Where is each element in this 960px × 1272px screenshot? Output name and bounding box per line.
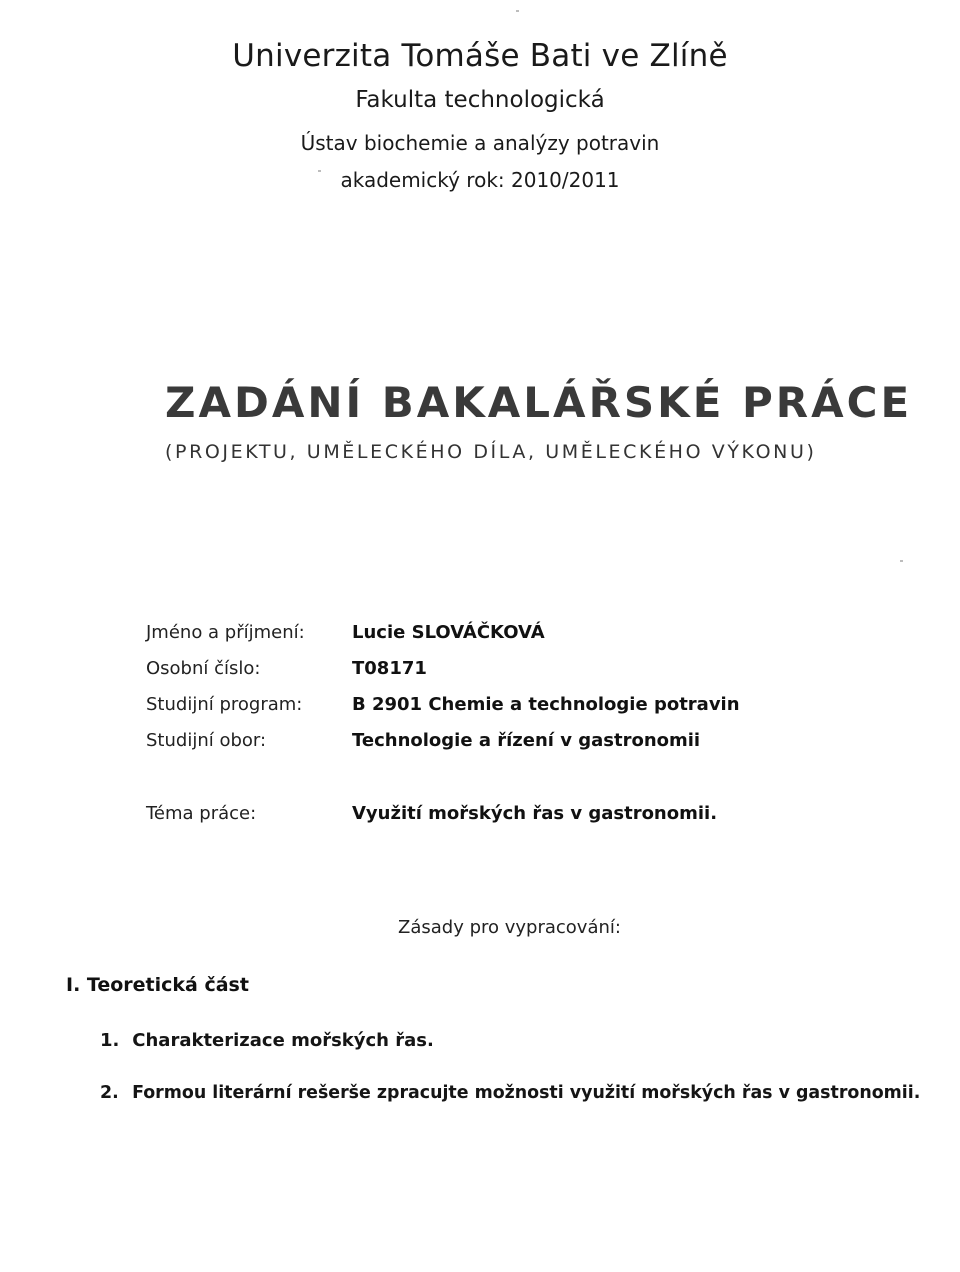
task-number: 1.: [100, 1030, 120, 1051]
document-subtitle: (PROJEKTU, UMĚLECKÉHO DÍLA, UMĚLECKÉHO VÝKONU): [165, 441, 817, 463]
task-number: 2.: [100, 1083, 119, 1103]
name-value: Lucie SLOVÁČKOVÁ: [352, 622, 545, 643]
thesis-topic-label: Téma práce:: [146, 803, 257, 824]
academic-year: akademický rok: 2010/2011: [340, 168, 620, 192]
principles-heading: Zásady pro vypracování:: [398, 917, 621, 938]
scan-speck: [900, 560, 903, 562]
task-item: [100, 1083, 920, 1103]
task-text: Charakterizace mořských řas.: [132, 1030, 434, 1051]
scan-speck: [318, 170, 321, 172]
study-field-label: Studijní obor:: [146, 730, 267, 751]
university-name: Univerzita Tomáše Bati ve Zlíně: [232, 38, 728, 74]
study-field-value: Technologie a řízení v gastronomii: [352, 730, 701, 751]
department-name: Ústav biochemie a analýzy potravin: [300, 131, 660, 155]
thesis-topic-value: Využití mořských řas v gastronomii.: [352, 803, 718, 824]
personal-number-label: Osobní číslo:: [146, 658, 261, 679]
study-program-value: B 2901 Chemie a technologie potravin: [352, 694, 740, 715]
document-title: ZADÁNÍ BAKALÁŘSKÉ PRÁCE: [165, 378, 913, 427]
task-item: [100, 1030, 434, 1051]
study-program-label: Studijní program:: [146, 694, 303, 715]
theoretical-part-heading: I. Teoretická část: [66, 974, 249, 996]
personal-number-value: T08171: [352, 658, 427, 679]
name-label: Jméno a příjmení:: [146, 622, 305, 643]
scan-speck: [516, 10, 519, 12]
task-text: Formou literární rešerše zpracujte možnosti využití mořských řas v gastronomii.: [132, 1083, 921, 1103]
faculty-name: Fakulta technologická: [355, 87, 605, 113]
